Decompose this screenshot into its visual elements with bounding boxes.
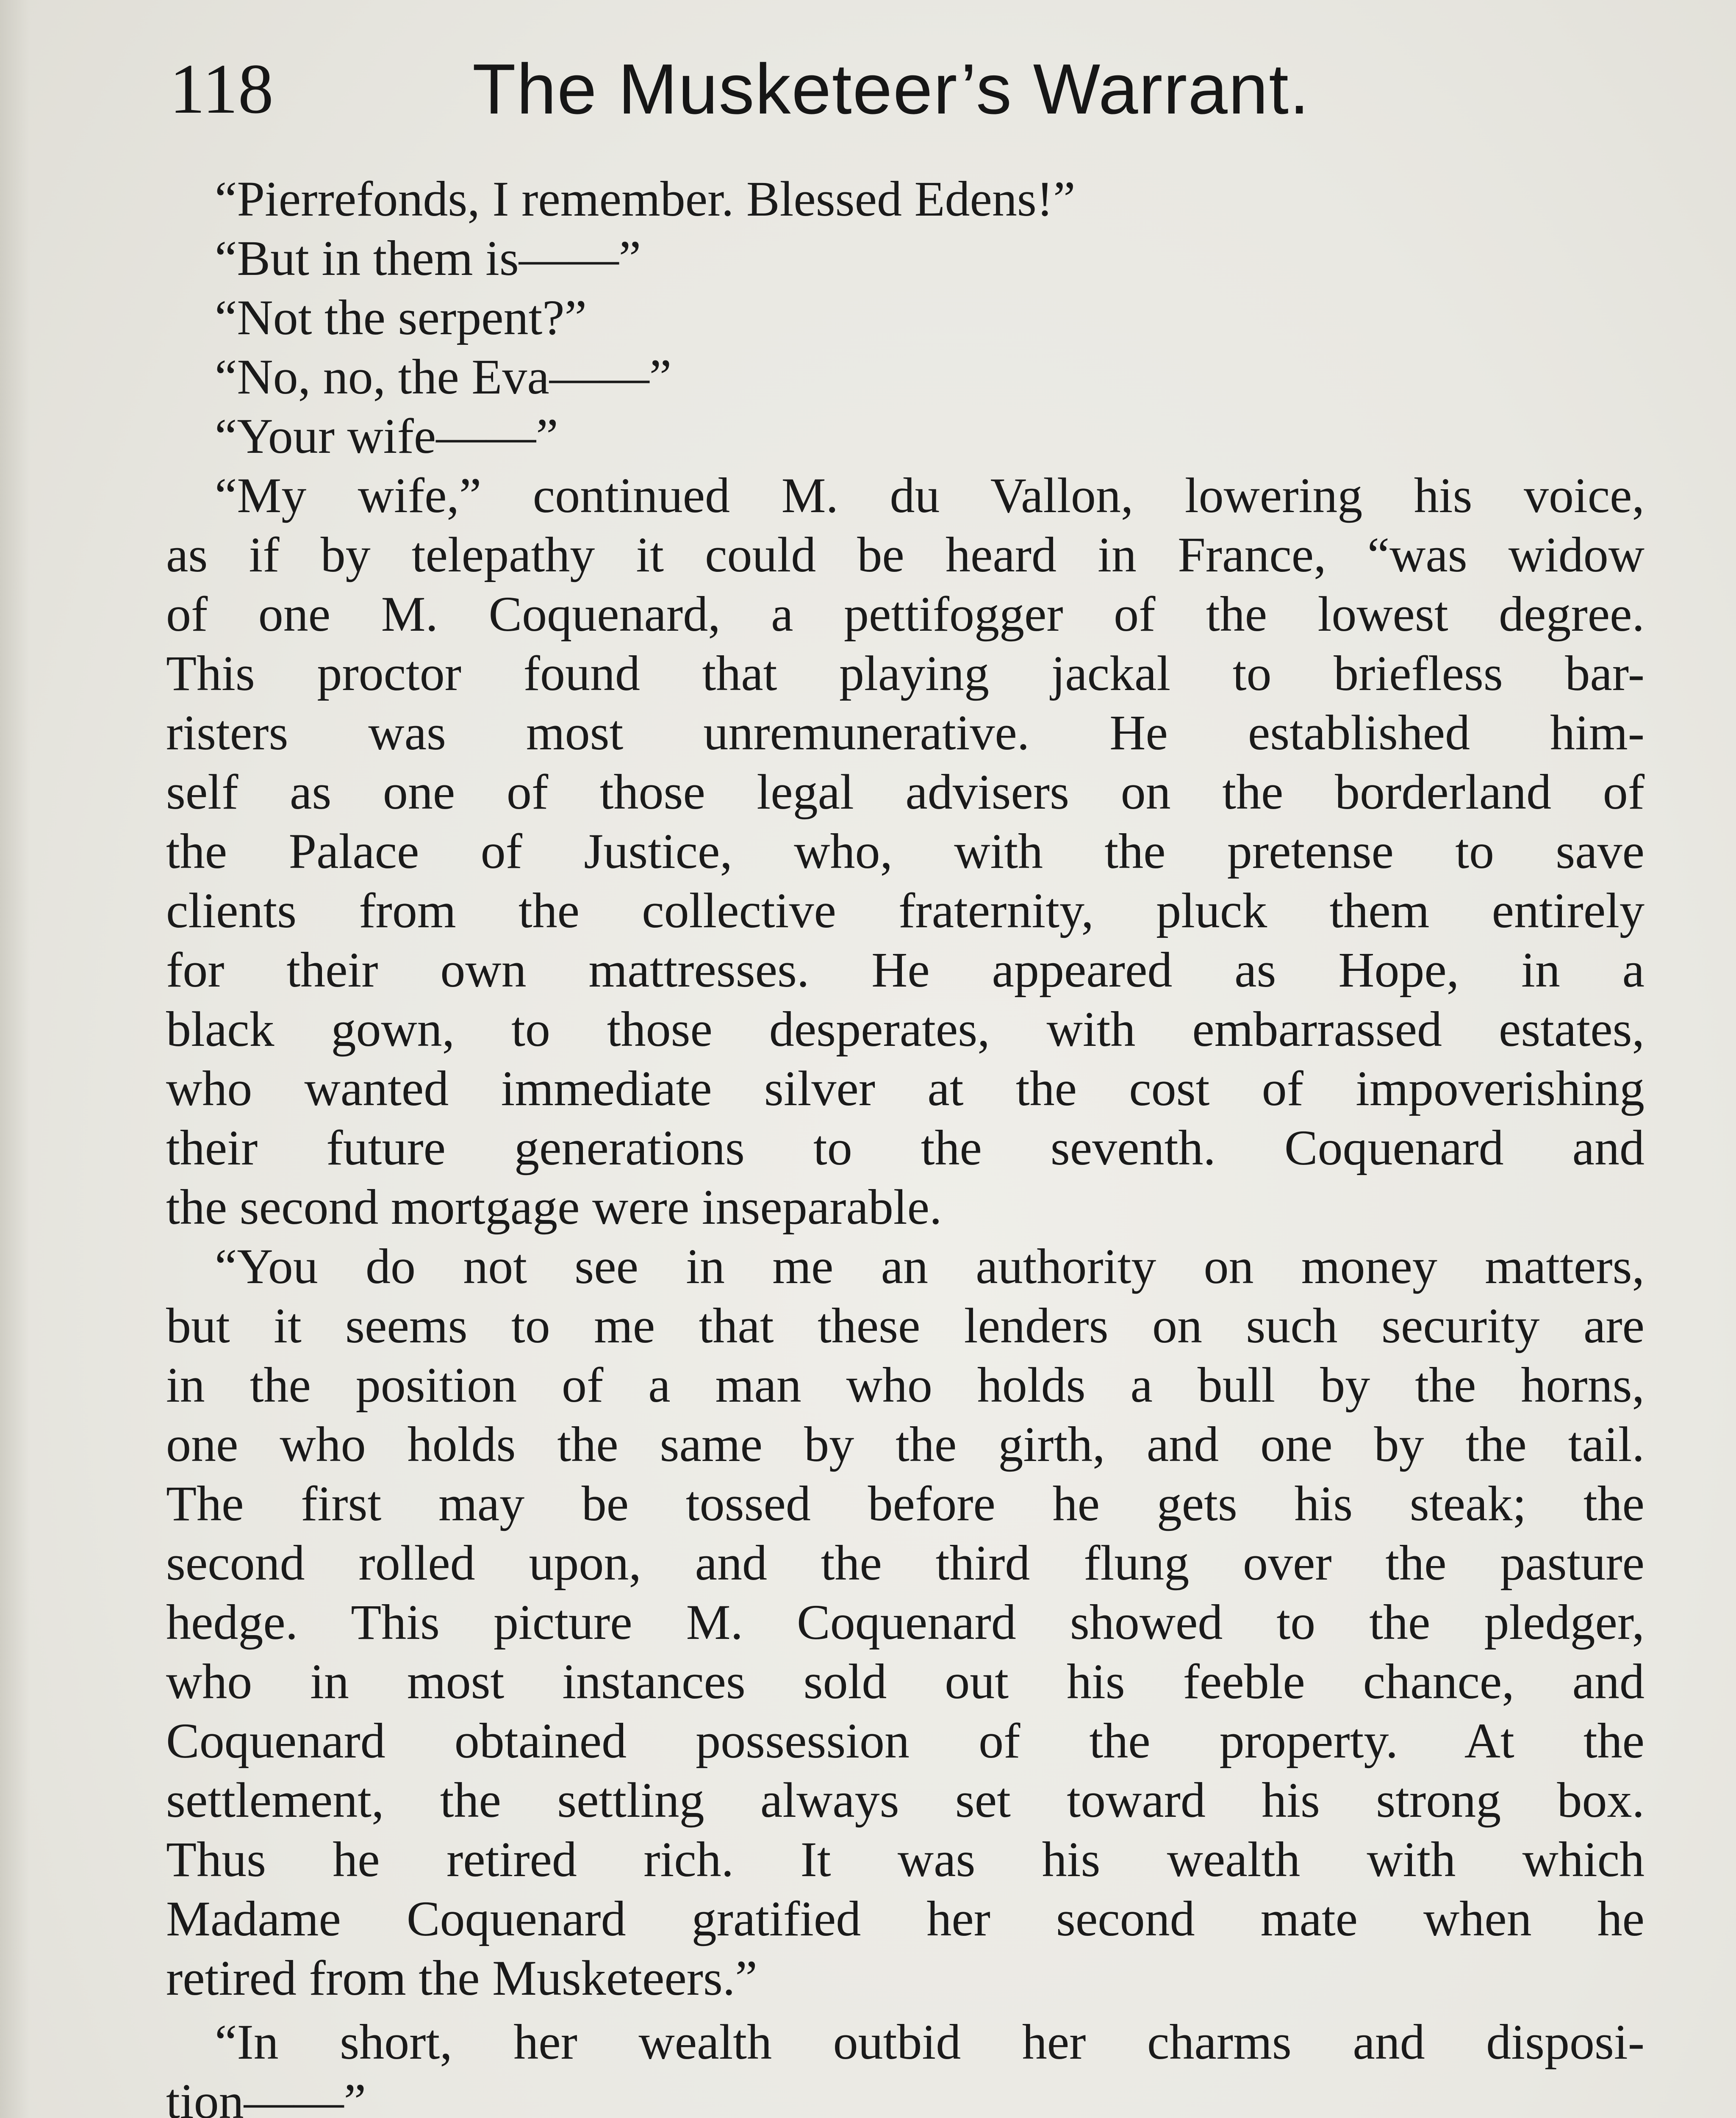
running-head <box>169 44 1644 133</box>
text-line: “Your wife——” <box>215 408 558 464</box>
text-line: “You do not see in me an authority on money matters, <box>215 1239 1644 1294</box>
text-line: but it seems to me that these lenders on such security are <box>166 1298 1644 1353</box>
text-line: self as one of those legal advisers on the borderland of <box>166 764 1644 820</box>
text-line: “Not the serpent?” <box>215 290 587 345</box>
text-line: the second mortgage were inseparable. <box>166 1179 942 1235</box>
text-line: The first may be tossed before he gets his steak; the <box>166 1476 1644 1531</box>
text-line: “Pierrefonds, I remember. Blessed Edens!” <box>215 171 1076 227</box>
text-line: “In short, her wealth outbid her charms and disposi- <box>215 2014 1644 2070</box>
text-line: “But in them is——” <box>215 230 641 286</box>
text-line: Madame Coquenard gratified her second mate when he <box>166 1891 1644 1946</box>
text-line: tion——” <box>166 2074 366 2118</box>
body-text <box>166 169 1644 2118</box>
page-number: 118 <box>169 50 274 128</box>
text-line: in the position of a man who holds a bull by the horns, <box>166 1357 1644 1413</box>
text-line: their future generations to the seventh. Coquenard and <box>166 1120 1644 1175</box>
text-line: who in most instances sold out his feeble chance, and <box>166 1654 1644 1709</box>
text-line: retired from the Musketeers.” <box>166 1950 757 2006</box>
text-line: settlement, the settling always set toward his strong box. <box>166 1772 1644 1828</box>
text-line: second rolled upon, and the third flung over the pasture <box>166 1535 1644 1591</box>
text-line: Thus he retired rich. It was his wealth with which <box>166 1832 1644 1887</box>
text-line: the Palace of Justice, who, with the pretense to save <box>166 823 1644 879</box>
text-line: “No, no, the Eva——” <box>215 349 672 405</box>
text-line: Coquenard obtained possession of the property. At the <box>166 1713 1644 1769</box>
text-line: risters was most unremunerative. He established him- <box>166 705 1644 760</box>
text-line: This proctor found that playing jackal to briefless bar- <box>166 646 1644 701</box>
paragraph-gap <box>166 2008 1644 2013</box>
text-line: of one M. Coquenard, a pettifogger of the lowest degree. <box>166 586 1644 642</box>
text-line: as if by telepathy it could be heard in France, “was widow <box>166 527 1644 582</box>
text-line: clients from the collective fraternity, pluck them entirely <box>166 883 1644 938</box>
text-line: black gown, to those desperates, with embarrassed estates, <box>166 1001 1644 1057</box>
text-line: who wanted immediate silver at the cost of impoverishing <box>166 1061 1644 1116</box>
text-line: for their own mattresses. He appeared as Hope, in a <box>166 942 1644 998</box>
running-title: The Musketeer’s Warrant. <box>472 49 1310 129</box>
text-line: one who holds the same by the girth, and one by the tail. <box>166 1417 1644 1472</box>
text-line: hedge. This picture M. Coquenard showed to the pledger, <box>166 1594 1644 1650</box>
text-line: “My wife,” continued M. du Vallon, lowering his voice, <box>215 468 1644 523</box>
